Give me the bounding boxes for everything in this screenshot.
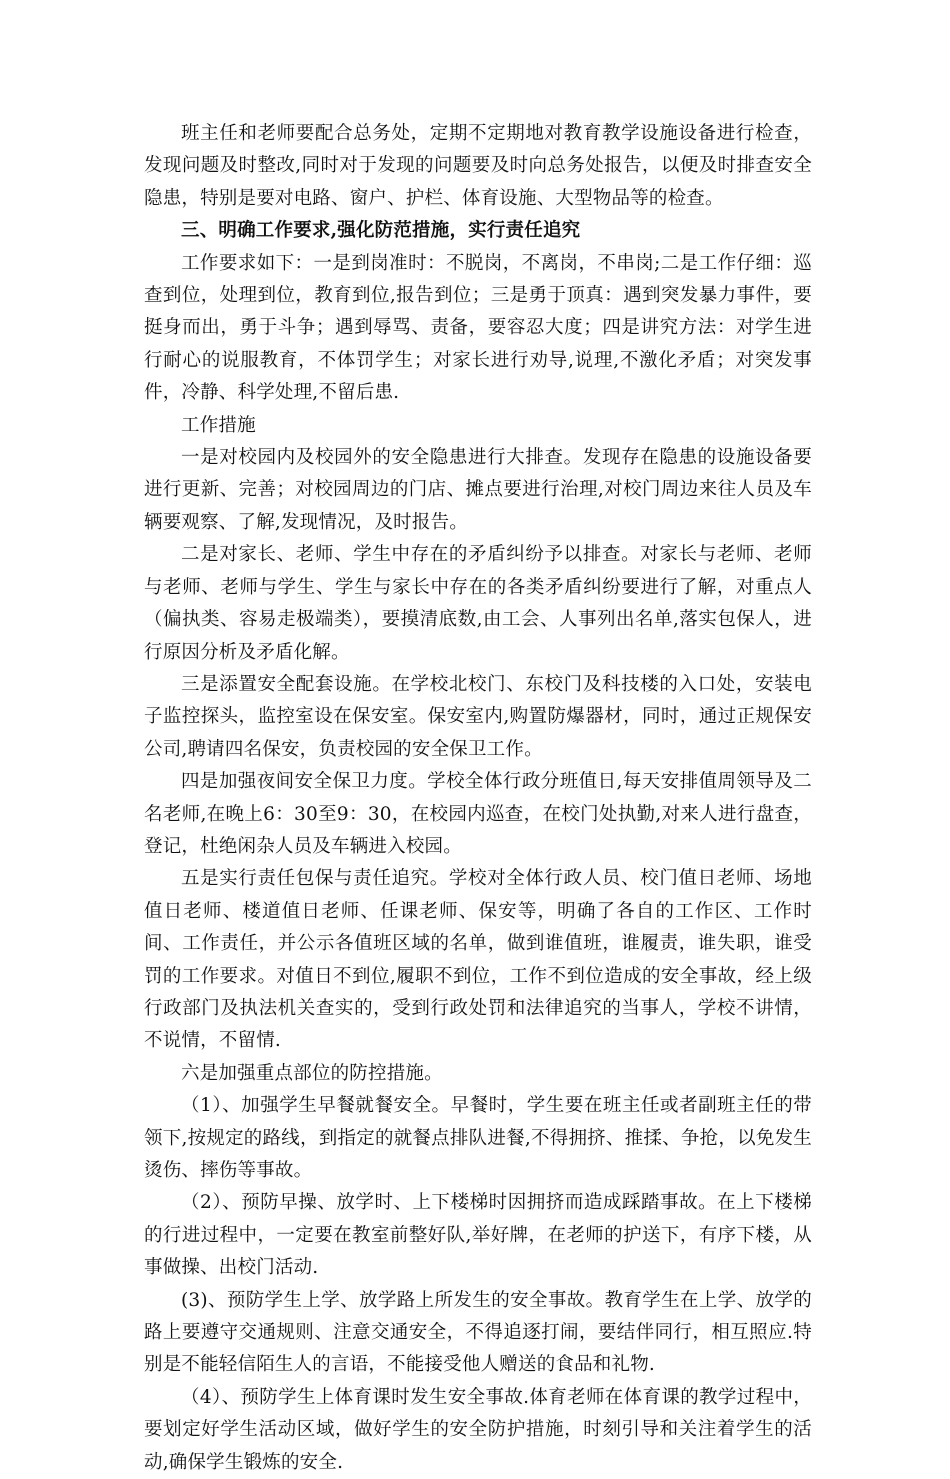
paragraph-measure-5: 五是实行责任包保与责任追究。学校对全体行政人员、校门值日老师、场地值日老师、楼道值日老师、任课老师、保安等，明确了各自的工作区、工作时间、工作责任，并公示各值班区域的名单，做到谁值班，谁履责，谁失职，谁受罚的工作要求。对值日不到位,履职不到位，工作不到位造成的安全事故，经上级行政部门及执法机关查实的，受到行政处罚和法律追究的当事人，学校不讲情，不说情，不留情. bbox=[144, 868, 812, 1052]
paragraph-item-2: （2）、预防早操、放学时、上下楼梯时因拥挤而造成踩踏事故。在上下楼梯的行进过程中，一定要在教室前整好队,举好牌，在老师的护送下，有序下楼，从事做操、出校门活动. bbox=[144, 1192, 812, 1279]
paragraph-item-3: (3)、预防学生上学、放学路上所发生的安全事故。教育学生在上学、放学的路上要遵守交通规则、注意交通安全，不得追逐打闹，要结伴同行，相互照应.特别是不能轻信陌生人的言语，不能接受他人赠送的食品和礼物. bbox=[144, 1289, 812, 1376]
subheading-work-measures: 工作措施 bbox=[181, 414, 256, 436]
paragraph-measure-6: 六是加强重点部位的防控措施。 bbox=[181, 1062, 443, 1084]
paragraph-measure-3: 三是添置安全配套设施。在学校北校门、东校门及科技楼的入口处，安装电子监控探头，监控室设在保安室。保安室内,购置防爆器材，同时，通过正规保安公司,聘请四名保安，负责校园的安全保卫工作。 bbox=[144, 673, 812, 760]
paragraph-measure-4: 四是加强夜间安全保卫力度。学校全体行政分班值日,每天安排值周领导及二名老师,在晚上6：30至9：30，在校园内巡查，在校门处执勤,对来人进行盘查，登记，杜绝闲杂人员及车辆进入校园。 bbox=[144, 771, 812, 857]
document-page bbox=[144, 118, 812, 1479]
paragraph-item-1: （1）、加强学生早餐就餐安全。早餐时，学生要在班主任或者副班主任的带领下,按规定的路线，到指定的就餐点排队进餐,不得拥挤、推揉、争抢，以免发生烫伤、摔伤等事故。 bbox=[144, 1095, 812, 1181]
paragraph-item-4: （4）、预防学生上体育课时发生安全事故.体育老师在体育课的教学过程中，要划定好学生活动区域，做好学生的安全防护措施，时刻引导和关注着学生的活动,确保学生锻炼的安全. bbox=[144, 1386, 812, 1473]
paragraph-work-requirements: 工作要求如下：一是到岗准时：不脱岗，不离岗，不串岗;二是工作仔细：巡查到位，处理到位，教育到位,报告到位；三是勇于顶真：遇到突发暴力事件，要挺身而出，勇于斗争；遇到辱骂、责备，要容忍大度；四是讲究方法：对学生进行耐心的说服教育，不体罚学生；对家长进行劝导,说理,不激化矛盾；对突发事件，冷静、科学处理,不留后患. bbox=[144, 252, 812, 404]
section-heading-work-requirements: 三、明确工作要求,强化防范措施，实行责任追究 bbox=[181, 220, 581, 242]
paragraph-equipment-inspection: 班主任和老师要配合总务处，定期不定期地对教育教学设施设备进行检查，发现问题及时整改,同时对于发现的问题要及时向总务处报告，以便及时排查安全隐患，特别是要对电路、窗户、护栏、体育设施、大型物品等的检查。 bbox=[144, 123, 812, 209]
paragraph-measure-1: 一是对校园内及校园外的安全隐患进行大排查。发现存在隐患的设施设备要进行更新、完善；对校园周边的门店、摊点要进行治理,对校门周边来往人员及车辆要观察、了解,发现情况，及时报告。 bbox=[144, 447, 812, 533]
paragraph-measure-2: 二是对家长、老师、学生中存在的矛盾纠纷予以排查。对家长与老师、老师与老师、老师与学生、学生与家长中存在的各类矛盾纠纷要进行了解，对重点人（偏执类、容易走极端类），要摸清底数,由工会、人事列出名单,落实包保人，进行原因分析及矛盾化解。 bbox=[144, 544, 812, 663]
